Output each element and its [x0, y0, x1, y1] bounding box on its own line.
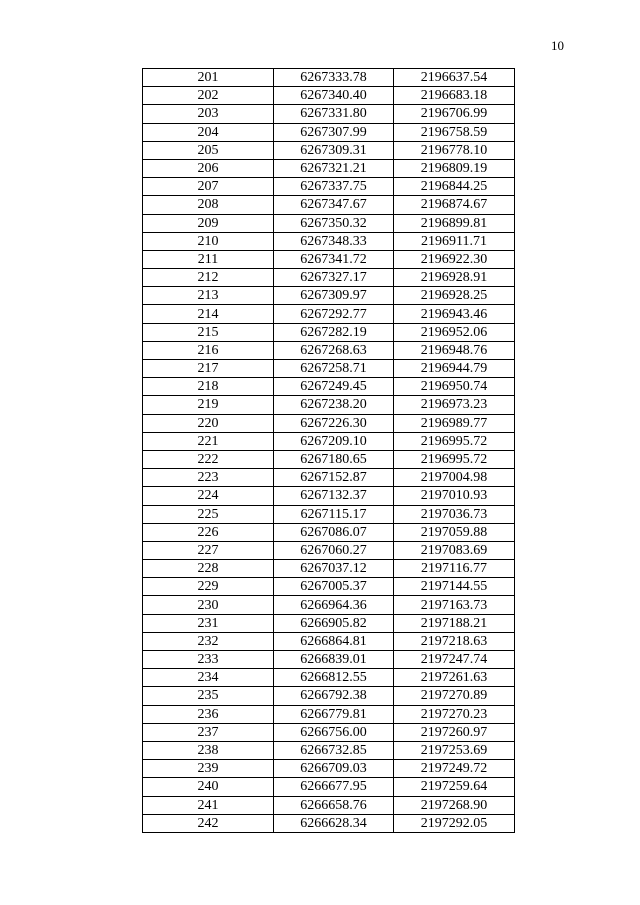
coordinates-table [142, 68, 515, 833]
point-number-cell: 219 [143, 396, 274, 414]
x-coordinate-cell: 6267331.80 [274, 105, 394, 123]
x-coordinate-cell: 6267348.33 [274, 232, 394, 250]
table-row [143, 105, 515, 123]
point-number-cell: 234 [143, 669, 274, 687]
table-row [143, 487, 515, 505]
point-number-cell: 212 [143, 269, 274, 287]
point-number-cell: 222 [143, 450, 274, 468]
y-coordinate-cell: 2197270.23 [394, 705, 515, 723]
point-number-cell: 202 [143, 87, 274, 105]
table-row [143, 560, 515, 578]
y-coordinate-cell: 2197261.63 [394, 669, 515, 687]
y-coordinate-cell: 2197144.55 [394, 578, 515, 596]
point-number-cell: 233 [143, 651, 274, 669]
x-coordinate-cell: 6267060.27 [274, 541, 394, 559]
x-coordinate-cell: 6266658.76 [274, 796, 394, 814]
x-coordinate-cell: 6267309.97 [274, 287, 394, 305]
y-coordinate-cell: 2197004.98 [394, 469, 515, 487]
table-row [143, 796, 515, 814]
point-number-cell: 217 [143, 360, 274, 378]
y-coordinate-cell: 2197268.90 [394, 796, 515, 814]
y-coordinate-cell: 2197249.72 [394, 760, 515, 778]
point-number-cell: 230 [143, 596, 274, 614]
y-coordinate-cell: 2196637.54 [394, 69, 515, 87]
point-number-cell: 225 [143, 505, 274, 523]
y-coordinate-cell: 2196995.72 [394, 450, 515, 468]
y-coordinate-cell: 2197253.69 [394, 741, 515, 759]
x-coordinate-cell: 6267226.30 [274, 414, 394, 432]
table-row [143, 632, 515, 650]
y-coordinate-cell: 2196989.77 [394, 414, 515, 432]
table-row [143, 432, 515, 450]
x-coordinate-cell: 6266864.81 [274, 632, 394, 650]
y-coordinate-cell: 2196874.67 [394, 196, 515, 214]
x-coordinate-cell: 6267321.21 [274, 159, 394, 177]
x-coordinate-cell: 6267307.99 [274, 123, 394, 141]
x-coordinate-cell: 6266677.95 [274, 778, 394, 796]
y-coordinate-cell: 2196911.71 [394, 232, 515, 250]
y-coordinate-cell: 2196922.30 [394, 250, 515, 268]
x-coordinate-cell: 6267337.75 [274, 178, 394, 196]
x-coordinate-cell: 6267340.40 [274, 87, 394, 105]
x-coordinate-cell: 6266732.85 [274, 741, 394, 759]
x-coordinate-cell: 6267086.07 [274, 523, 394, 541]
point-number-cell: 206 [143, 159, 274, 177]
point-number-cell: 213 [143, 287, 274, 305]
point-number-cell: 235 [143, 687, 274, 705]
point-number-cell: 228 [143, 560, 274, 578]
table-row [143, 414, 515, 432]
point-number-cell: 211 [143, 250, 274, 268]
x-coordinate-cell: 6266839.01 [274, 651, 394, 669]
point-number-cell: 209 [143, 214, 274, 232]
x-coordinate-cell: 6267268.63 [274, 341, 394, 359]
y-coordinate-cell: 2197116.77 [394, 560, 515, 578]
table-row [143, 541, 515, 559]
y-coordinate-cell: 2197188.21 [394, 614, 515, 632]
point-number-cell: 232 [143, 632, 274, 650]
y-coordinate-cell: 2197247.74 [394, 651, 515, 669]
y-coordinate-cell: 2196778.10 [394, 141, 515, 159]
x-coordinate-cell: 6267341.72 [274, 250, 394, 268]
y-coordinate-cell: 2197059.88 [394, 523, 515, 541]
x-coordinate-cell: 6267292.77 [274, 305, 394, 323]
point-number-cell: 203 [143, 105, 274, 123]
point-number-cell: 205 [143, 141, 274, 159]
table-row [143, 396, 515, 414]
x-coordinate-cell: 6266628.34 [274, 814, 394, 832]
point-number-cell: 216 [143, 341, 274, 359]
point-number-cell: 241 [143, 796, 274, 814]
point-number-cell: 208 [143, 196, 274, 214]
table-row [143, 505, 515, 523]
x-coordinate-cell: 6267209.10 [274, 432, 394, 450]
table-row [143, 250, 515, 268]
x-coordinate-cell: 6267180.65 [274, 450, 394, 468]
point-number-cell: 201 [143, 69, 274, 87]
table-row [143, 178, 515, 196]
x-coordinate-cell: 6266709.03 [274, 760, 394, 778]
x-coordinate-cell: 6267132.37 [274, 487, 394, 505]
point-number-cell: 229 [143, 578, 274, 596]
table-row [143, 651, 515, 669]
table-row [143, 287, 515, 305]
y-coordinate-cell: 2196950.74 [394, 378, 515, 396]
y-coordinate-cell: 2196706.99 [394, 105, 515, 123]
table-row [143, 214, 515, 232]
point-number-cell: 207 [143, 178, 274, 196]
y-coordinate-cell: 2197270.89 [394, 687, 515, 705]
x-coordinate-cell: 6266756.00 [274, 723, 394, 741]
point-number-cell: 220 [143, 414, 274, 432]
point-number-cell: 242 [143, 814, 274, 832]
y-coordinate-cell: 2196973.23 [394, 396, 515, 414]
table-row [143, 123, 515, 141]
point-number-cell: 204 [143, 123, 274, 141]
point-number-cell: 226 [143, 523, 274, 541]
x-coordinate-cell: 6266812.55 [274, 669, 394, 687]
y-coordinate-cell: 2197259.64 [394, 778, 515, 796]
point-number-cell: 221 [143, 432, 274, 450]
x-coordinate-cell: 6267327.17 [274, 269, 394, 287]
y-coordinate-cell: 2197218.63 [394, 632, 515, 650]
y-coordinate-cell: 2196944.79 [394, 360, 515, 378]
y-coordinate-cell: 2196928.91 [394, 269, 515, 287]
point-number-cell: 223 [143, 469, 274, 487]
point-number-cell: 210 [143, 232, 274, 250]
table-row [143, 141, 515, 159]
table-row [143, 614, 515, 632]
coordinates-table-body [143, 69, 515, 833]
point-number-cell: 236 [143, 705, 274, 723]
table-row [143, 269, 515, 287]
page-number: 10 [551, 38, 564, 53]
table-row [143, 705, 515, 723]
table-row [143, 232, 515, 250]
table-row [143, 469, 515, 487]
y-coordinate-cell: 2196943.46 [394, 305, 515, 323]
table-row [143, 814, 515, 832]
table-row [143, 760, 515, 778]
table-row [143, 596, 515, 614]
x-coordinate-cell: 6267350.32 [274, 214, 394, 232]
y-coordinate-cell: 2196995.72 [394, 432, 515, 450]
y-coordinate-cell: 2196899.81 [394, 214, 515, 232]
y-coordinate-cell: 2197163.73 [394, 596, 515, 614]
table-row [143, 450, 515, 468]
x-coordinate-cell: 6267249.45 [274, 378, 394, 396]
table-row [143, 578, 515, 596]
table-row [143, 196, 515, 214]
table-row [143, 523, 515, 541]
table-row [143, 378, 515, 396]
x-coordinate-cell: 6267309.31 [274, 141, 394, 159]
x-coordinate-cell: 6266905.82 [274, 614, 394, 632]
point-number-cell: 239 [143, 760, 274, 778]
y-coordinate-cell: 2196928.25 [394, 287, 515, 305]
point-number-cell: 227 [143, 541, 274, 559]
table-row [143, 323, 515, 341]
y-coordinate-cell: 2196844.25 [394, 178, 515, 196]
y-coordinate-cell: 2196683.18 [394, 87, 515, 105]
x-coordinate-cell: 6267037.12 [274, 560, 394, 578]
x-coordinate-cell: 6267258.71 [274, 360, 394, 378]
x-coordinate-cell: 6267282.19 [274, 323, 394, 341]
x-coordinate-cell: 6267152.87 [274, 469, 394, 487]
x-coordinate-cell: 6266779.81 [274, 705, 394, 723]
x-coordinate-cell: 6266964.36 [274, 596, 394, 614]
y-coordinate-cell: 2197260.97 [394, 723, 515, 741]
table-row [143, 69, 515, 87]
y-coordinate-cell: 2197083.69 [394, 541, 515, 559]
x-coordinate-cell: 6267115.17 [274, 505, 394, 523]
y-coordinate-cell: 2197292.05 [394, 814, 515, 832]
point-number-cell: 218 [143, 378, 274, 396]
x-coordinate-cell: 6267333.78 [274, 69, 394, 87]
point-number-cell: 231 [143, 614, 274, 632]
y-coordinate-cell: 2196809.19 [394, 159, 515, 177]
y-coordinate-cell: 2196948.76 [394, 341, 515, 359]
point-number-cell: 224 [143, 487, 274, 505]
x-coordinate-cell: 6266792.38 [274, 687, 394, 705]
table-row [143, 669, 515, 687]
y-coordinate-cell: 2197036.73 [394, 505, 515, 523]
table-row [143, 741, 515, 759]
table-row [143, 87, 515, 105]
point-number-cell: 214 [143, 305, 274, 323]
point-number-cell: 238 [143, 741, 274, 759]
point-number-cell: 237 [143, 723, 274, 741]
x-coordinate-cell: 6267005.37 [274, 578, 394, 596]
table-row [143, 687, 515, 705]
point-number-cell: 240 [143, 778, 274, 796]
x-coordinate-cell: 6267347.67 [274, 196, 394, 214]
table-row [143, 341, 515, 359]
table-row [143, 723, 515, 741]
y-coordinate-cell: 2196758.59 [394, 123, 515, 141]
y-coordinate-cell: 2196952.06 [394, 323, 515, 341]
table-row [143, 360, 515, 378]
x-coordinate-cell: 6267238.20 [274, 396, 394, 414]
table-row [143, 159, 515, 177]
point-number-cell: 215 [143, 323, 274, 341]
table-row [143, 778, 515, 796]
y-coordinate-cell: 2197010.93 [394, 487, 515, 505]
table-row [143, 305, 515, 323]
